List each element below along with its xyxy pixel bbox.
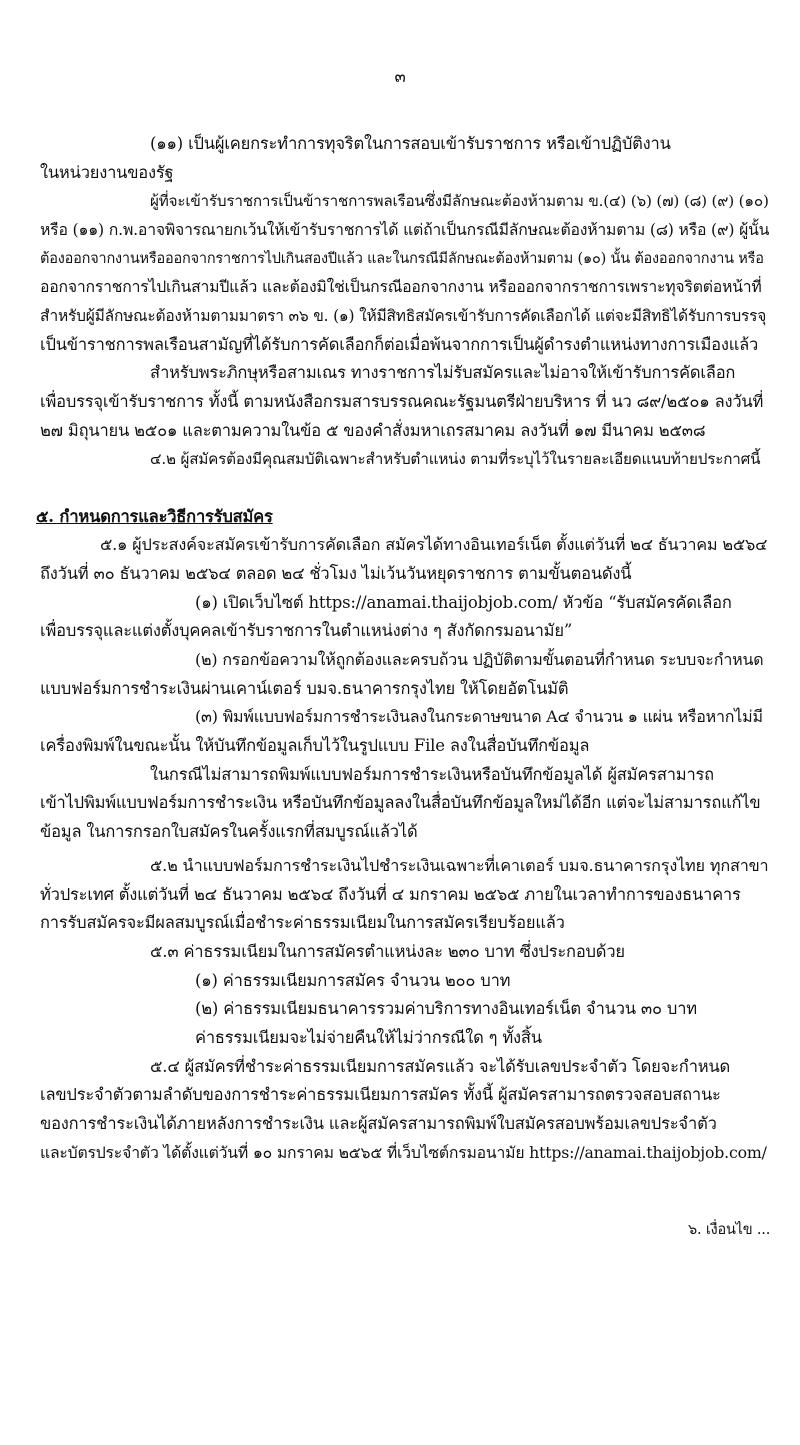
text-line: ทั่วประเทศ ตั้งแต่วันที่ ๒๔ ธันวาคม ๒๕๖๔ ถึงวันที่ ๔ มกราคม ๒๕๖๕ ภายในเวลาทำการของธนาคาร	[40, 885, 741, 904]
text-line: ออกจากราชการไปเกินสามปีแล้ว และต้องมิใช่เป็นกรณีออกจากงาน หรือออกจากราชการเพราะทุจริตต่อหน้าที่	[40, 277, 762, 296]
text-line: ผู้ที่จะเข้ารับราชการเป็นข้าราชการพลเรือนซึ่งมีลักษณะต้องห้ามตาม ข.(๔) (๖) (๗) (๘) (๙) (๑๐)	[150, 192, 769, 210]
text-line: หรือ (๑๑) ก.พ.อาจพิจารณายกเว้นให้เข้ารับราชการได้ แต่ถ้าเป็นกรณีมีลักษณะต้องห้ามตาม (๘) หรือ (๙) ผู้นั้น	[40, 220, 770, 239]
page-number: ๓	[394, 67, 406, 86]
text-line: เลขประจำตัวตามลำดับของการชำระค่าธรรมเนียมการสมัคร ทั้งนี้ ผู้สมัครสามารถตรวจสอบสถานะ	[40, 1085, 721, 1104]
text-line: (๑) เปิดเว็บไซต์ https://anamai.thaijobjob.com/ หัวข้อ “รับสมัครคัดเลือก	[195, 593, 732, 612]
text-line: ต้องออกจากงานหรือออกจากราชการไปเกินสองปีแล้ว และในกรณีมีลักษณะต้องห้ามตาม (๑๐) นั้น ต้องออกจากงาน หรือ	[40, 251, 764, 267]
text-line: ข้อมูล ในการกรอกใบสมัครในครั้งแรกที่สมบูรณ์แล้วได้	[40, 822, 418, 841]
text-line: (๓) พิมพ์แบบฟอร์มการชำระเงินลงในกระดาษขนาด A๔ จำนวน ๑ แผ่น หรือหากไม่มี	[195, 707, 763, 726]
text-line: ในกรณีไม่สามารถพิมพ์แบบฟอร์มการชำระเงินหรือบันทึกข้อมูลได้ ผู้สมัครสามารถ	[150, 765, 714, 784]
text-line: ๕.๔ ผู้สมัครที่ชำระค่าธรรมเนียมการสมัครแล้ว จะได้รับเลขประจำตัว โดยจะกำหนด	[150, 1057, 731, 1076]
text-line: เพื่อบรรจุและแต่งตั้งบุคคลเข้ารับราชการในตำแหน่งต่าง ๆ สังกัดกรมอนามัย”	[40, 621, 573, 640]
text-line: (๒) กรอกข้อความให้ถูกต้องและครบถ้วน ปฏิบัติตามขั้นตอนที่กำหนด ระบบจะกำหนด	[195, 650, 764, 669]
text-line: สำหรับพระภิกษุหรือสามเณร ทางราชการไม่รับสมัครและไม่อาจให้เข้ารับการคัดเลือก	[150, 363, 736, 382]
text-line: ค่าธรรมเนียมจะไม่จ่ายคืนให้ไม่ว่ากรณีใด ๆ ทั้งสิ้น	[195, 1028, 542, 1047]
text-line: (๑๑) เป็นผู้เคยกระทำการทุจริตในการสอบเข้ารับราชการ หรือเข้าปฏิบัติงาน	[150, 134, 671, 153]
text-line: ถึงวันที่ ๓๐ ธันวาคม ๒๕๖๔ ตลอด ๒๔ ชั่วโมง ไม่เว้นวันหยุดราชการ ตามขั้นตอนดังนี้	[40, 564, 632, 583]
continuation-footer: ๖. เงื่อนไข ...	[688, 1222, 771, 1238]
text-line: การรับสมัครจะมีผลสมบูรณ์เมื่อชำระค่าธรรมเนียมในการสมัครเรียบร้อยแล้ว	[40, 913, 565, 932]
text-line: เป็นข้าราชการพลเรือนสามัญที่ได้รับการคัดเลือกก็ต่อเมื่อพ้นจากการเป็นผู้ดำรงตำแหน่งทางการเมืองแล้ว	[40, 335, 759, 354]
text-line: (๒) ค่าธรรมเนียมธนาคารรวมค่าบริการทางอินเทอร์เน็ต จำนวน ๓๐ บาท	[195, 999, 697, 1018]
text-line: ๒๗ มิถุนายน ๒๕๐๑ และตามความในข้อ ๕ ของคำสั่งมหาเถรสมาคม ลงวันที่ ๑๗ มีนาคม ๒๕๓๘	[40, 421, 706, 440]
section-heading: ๕. กำหนดการและวิธีการรับสมัคร	[36, 507, 273, 526]
text-line: แบบฟอร์มการชำระเงินผ่านเคาน์เตอร์ บมจ.ธนาคารกรุงไทย ให้โดยอัตโนมัติ	[40, 679, 569, 698]
text-line: และบัตรประจำตัว ได้ตั้งแต่วันที่ ๑๐ มกราคม ๒๕๖๕ ที่เว็บไซต์กรมอนามัย https://anamai.thaijobjob.com/	[40, 1143, 767, 1162]
text-line: เข้าไปพิมพ์แบบฟอร์มการชำระเงิน หรือบันทึกข้อมูลลงในสื่อบันทึกข้อมูลใหม่ได้อีก แต่จะไม่สามารถแก้ไข	[40, 793, 761, 812]
text-line: ในหน่วยงานของรัฐ	[40, 163, 174, 182]
text-line: เครื่องพิมพ์ในขณะนั้น ให้บันทึกข้อมูลเก็บไว้ในรูปแบบ File ลงในสื่อบันทึกข้อมูล	[40, 736, 590, 755]
text-line: สำหรับผู้มีลักษณะต้องห้ามตามมาตรา ๓๖ ข. (๑) ให้มีสิทธิสมัครเข้ารับการคัดเลือกได้ แต่จะมีสิทธิได้รับการบรรจุ	[40, 307, 767, 325]
text-line: (๑) ค่าธรรมเนียมการสมัคร จำนวน ๒๐๐ บาท	[195, 971, 511, 990]
text-line: เพื่อบรรจุเข้ารับราชการ ทั้งนี้ ตามหนังสือกรมสารบรรณคณะรัฐมนตรีฝ่ายบริหาร ที่ นว ๘๙/๒๕๐๑ ลงวันที่	[40, 392, 764, 411]
text-line: ๕.๒ นำแบบฟอร์มการชำระเงินไปชำระเงินเฉพาะที่เคาเตอร์ บมจ.ธนาคารกรุงไทย ทุกสาขา	[150, 856, 769, 875]
text-line: ของการชำระเงินได้ภายหลังการชำระเงิน และผู้สมัครสามารถพิมพ์ใบสมัครสอบพร้อมเลขประจำตัว	[40, 1114, 717, 1133]
text-line: ๕.๓ ค่าธรรมเนียมในการสมัครตำแหน่งละ ๒๓๐ บาท ซึ่งประกอบด้วย	[150, 942, 625, 961]
text-line: ๔.๒ ผู้สมัครต้องมีคุณสมบัติเฉพาะสำหรับตำแหน่ง ตามที่ระบุไว้ในรายละเอียดแนบท้ายประกาศนี้	[150, 450, 761, 468]
text-line: ๕.๑ ผู้ประสงค์จะสมัครเข้ารับการคัดเลือก สมัครได้ทางอินเทอร์เน็ต ตั้งแต่วันที่ ๒๔ ธันวาคม ๒๕๖๔	[100, 535, 768, 554]
